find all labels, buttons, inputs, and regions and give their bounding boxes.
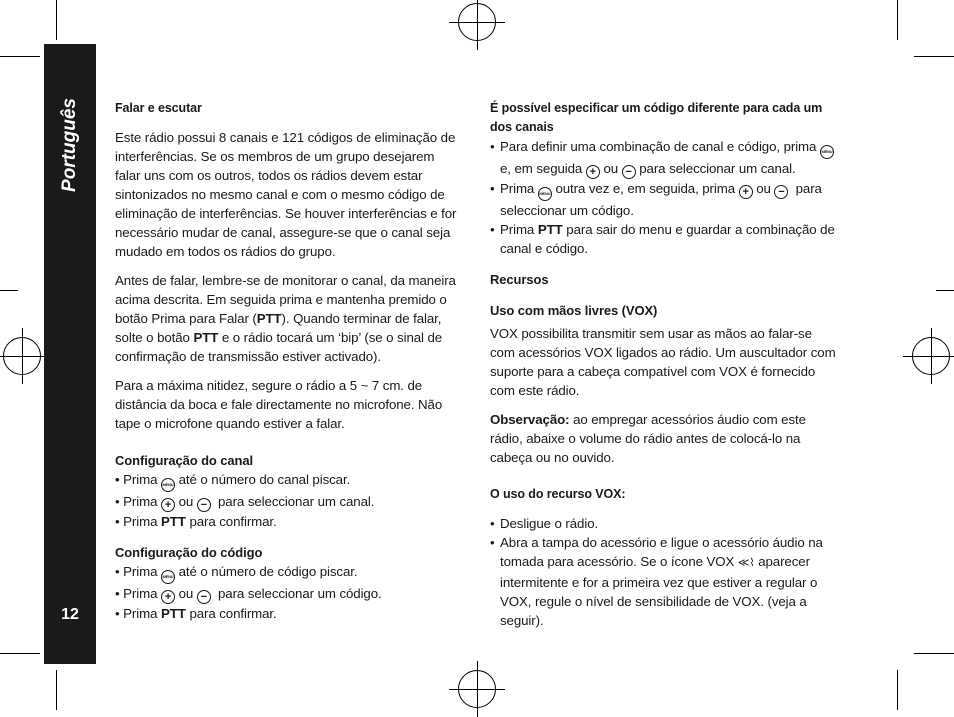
registration-mark <box>458 670 496 708</box>
registration-mark <box>3 337 41 375</box>
heading-different-code: É possível especificar um código diferente para cada um dos canais <box>490 101 823 134</box>
menu-icon: MENU <box>161 570 175 584</box>
paragraph: Antes de falar, lembre-se de monitorar o canal, da maneira acima descrita. Em seguida prima e mantenha premido o botão Prima para Falar (PTT). Quando terminar de falar, solte o botão PTT e o rádio tocará um ‘bip’ (se o sinal de confirmação de transmissão estiver activado). <box>115 273 456 364</box>
list-item: • Prima MENU outra vez e, em seguida, prima + ou − para seleccionar um código. <box>490 179 840 220</box>
minus-icon: − <box>622 165 636 179</box>
plus-icon: + <box>739 185 753 199</box>
list-item: • Prima PTT para confirmar. <box>115 606 277 621</box>
crop-mark <box>897 0 898 40</box>
vox-icon: ≪⌇ <box>737 557 755 569</box>
list-item: • Prima + ou − para seleccionar um código. <box>115 586 382 603</box>
list-item: • Desligue o rádio. <box>490 514 840 533</box>
crop-mark <box>936 290 954 291</box>
minus-icon: − <box>197 590 211 604</box>
page-number: 12 <box>61 606 79 623</box>
heading-vox: Uso com mãos livres (VOX) <box>490 303 658 318</box>
registration-mark <box>912 337 950 375</box>
heading-features: Recursos <box>490 272 549 287</box>
list-item: • • Prima MENU até o número do canal piscar. <box>115 470 460 492</box>
heading-talk-listen: Falar e escutar <box>115 101 202 115</box>
paragraph: Para a máxima nitidez, segure o rádio a 5 ~ 7 cm. de distância da boca e fale directamente no microfone. Não tape o microfone quando estiver a falar. <box>115 378 443 431</box>
list-item: • Prima PTT para sair do menu e guardar a combinação de canal e código. <box>490 220 840 258</box>
crop-mark <box>914 653 954 654</box>
note-paragraph: Observação: ao empregar acessórios áudio com este rádio, abaixe o volume do rádio antes de colocá-lo na cabeça ou no ouvido. <box>490 412 806 465</box>
heading-code-config: Configuração do código <box>115 545 263 560</box>
left-column <box>115 99 460 623</box>
list-item: • Abra a tampa do acessório e ligue o acessório áudio na tomada para acessório. Se o ícone VOX ≪⌇ aparecer intermitente e for a primeira vez que estiver a regular o VOX, regule o nível de sensibilidade de VOX. (veja a seguir). <box>490 533 840 630</box>
minus-icon: − <box>774 185 788 199</box>
list-item: • Prima MENU até o número de código piscar. <box>115 562 460 584</box>
paragraph: VOX possibilita transmitir sem usar as mãos ao falar-se com acessórios VOX ligados ao rádio. Um auscultador com suporte para a cabeça compatível com VOX é fornecido com este rádio. <box>490 326 836 398</box>
list-item: • Prima + ou − para seleccionar um canal. <box>115 494 375 511</box>
minus-icon: − <box>197 498 211 512</box>
language-tab-title: Português <box>59 98 80 192</box>
crop-mark <box>0 653 40 654</box>
crop-mark <box>897 670 898 710</box>
heading-vox-usage: O uso do recurso VOX: <box>490 487 626 501</box>
crop-mark <box>914 56 954 57</box>
crop-mark <box>56 670 57 710</box>
crop-mark <box>0 56 40 57</box>
list-item: • Prima PTT para confirmar. <box>115 514 277 529</box>
right-column <box>490 99 840 630</box>
menu-icon: MENU <box>538 187 552 201</box>
plus-icon: + <box>586 165 600 179</box>
crop-mark <box>56 0 57 40</box>
plus-icon: + <box>161 590 175 604</box>
crop-mark <box>0 290 18 291</box>
heading-channel-config: Configuração do canal <box>115 453 254 468</box>
menu-icon: MENU <box>820 145 834 159</box>
plus-icon: + <box>161 498 175 512</box>
paragraph: Este rádio possui 8 canais e 121 códigos de eliminação de interferências. Se os membros de um grupo desejarem falar uns com os outros, todos os rádios devem estar sintonizados no mesmo canal e com o mesmo código de eliminação de interferências. Se houver interferências e for necessário mudar de canal, assegure-se que o canal seja mudado em todos os rádios do grupo. <box>115 130 457 259</box>
registration-mark <box>458 3 496 41</box>
list-item: • Para definir uma combinação de canal e código, prima MENU e, em seguida + ou − para seleccionar um canal. <box>490 137 840 179</box>
menu-icon: MENU <box>161 478 175 492</box>
